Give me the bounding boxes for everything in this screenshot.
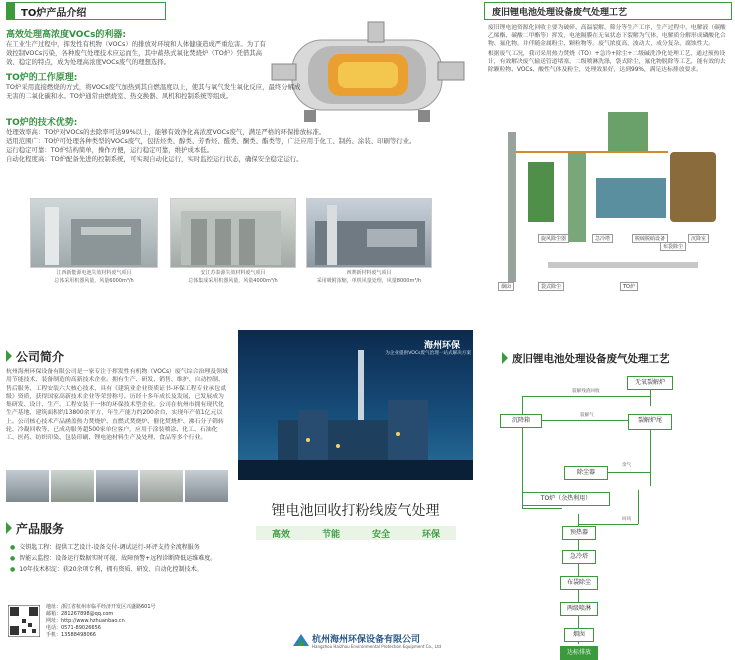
company-header <box>6 348 64 364</box>
flow-node: 无氧裂解炉 <box>627 376 673 390</box>
flow-node: TO炉（余热利用） <box>522 492 610 506</box>
photo-caption: 江西新能源电池失效材料废气项目 <box>56 270 132 276</box>
equipment-illustration <box>488 92 728 292</box>
flow-panel <box>482 330 735 660</box>
to-bullet: 处理效率高：TO炉对VOCs的去除率可达99%以上，能够有效净化高浓度VOCs废气，满足严格的环保排放标准。 <box>6 128 326 136</box>
to-s2-text: TO炉采用直接燃烧的方式，将VOCs废气加热到其自燃温度以上，使其与氧气发生氧化反应，最终分解成无害的二氧化碳和水。TO炉通常由燃烧室、热交换器、风机和控制系统等组成。 <box>6 83 301 100</box>
photo-caption: 总体采用机器风量，风量6000m³/h <box>54 278 134 284</box>
service-title: 产品服务 <box>16 521 65 536</box>
edge-label: 回风 <box>622 517 632 522</box>
qr-code <box>8 605 40 637</box>
project-photo <box>306 198 432 268</box>
edge-label: 裂解气 <box>580 413 594 418</box>
flow-edge <box>638 490 639 524</box>
to-s3-title: TO炉的技术优势: <box>6 118 78 128</box>
flow-edge <box>650 430 651 486</box>
flow-edge <box>522 396 650 397</box>
flow-edge <box>522 396 523 414</box>
flow-edge <box>578 524 638 525</box>
lithium-text-1: 废旧锂电池资源化回收主要为破碎、高温裂解、筛分等生产工序，生产过程中，电解液（碳酸乙烯酯、碳酸二甲酯等）挥发，电池隔膜在无氧状态下裂解为气体，电解质分解形成磷酸化合物、氟化物，并伴随金属粉尘、颗粒物等。废气浓度高，波动大，成分复杂，腐蚀性大。 <box>488 25 726 47</box>
project-photo <box>30 198 158 268</box>
to-s2-title: TO炉的工作原理: <box>6 73 78 83</box>
to-s1-text: 在工业生产过程中，挥发性有机物（VOCs）的排放对环境和人体健康造成严重危害。为了有效控制VOCs污染，各种废气处理技术应运而生，其中蓄热式氧化焚烧炉（TO炉）凭借其高效、稳定的特点，成为处理高浓度VOCs废气的理想选择。 <box>6 40 266 66</box>
company-name-cn: 杭州海州环保设备有限公司 <box>312 635 421 645</box>
company-photo <box>6 470 49 502</box>
service-item: 交钥匙工程：提供工艺设计-设备交付-调试运行-环评支持全流程服务 <box>19 544 200 551</box>
brand-slogan: 为企业提供VOCs废气治理一站式解决方案 <box>385 351 471 356</box>
flow-node: 烟囱 <box>564 628 594 642</box>
project-photo <box>170 198 296 268</box>
company-intro: 杭州海州环保设备有限公司是一家专注于挥发性有机物（VOCs）废气综合治理及领域用节能技术、装备制造的高新技术企业。拥有生产、研发、销售、维护、自动控制、售后服务、工程安装六大核心技术，具有《建筑业企业资质证书-环保工程专业承包贰级》资质，获得国家高新技术企业等荣誉称号。历经十多年成长及发展，已发展成为集研发、设计、生产、工程安装于一体的环保技术型企业。公司在杭州市拥有现代化生产基地，建筑面积约13800余平方，年生产能力约200余台，实现年产值1亿元以上。公司核心技术产品涵盖热力焚烧炉、直燃式焚烧炉、催化焚烧炉、沸石分子筛转轮、冷凝回收等，已成功服务超500家单位客户，应用于涂装喷涂、化工、石油化工、医药、纺织印染、包装印刷、锂电池材料生产及处理、食品等多个行业。 <box>6 369 228 442</box>
company-panel <box>0 330 232 660</box>
contact-phone: 电话：0571-89026656 <box>46 625 101 631</box>
to-panel-header <box>6 2 166 20</box>
photo-caption: 总体集成采用机器风量，风量4000m³/h <box>188 278 278 284</box>
cover-title: 锂电池回收打粉线废气处理 <box>271 503 440 519</box>
company-name-en: Hangzhou Haizhou Environmental Protection Equipment Co., Ltd <box>312 644 442 649</box>
photo-caption: 采用吸附浓缩，单机风量处理，风量8000m³/h <box>316 278 422 284</box>
flow-node: 预热器 <box>562 526 596 540</box>
check-icon: ● <box>10 555 16 562</box>
to-bullet: 运行稳定可靠：TO炉结构简单，操作方便，运行稳定可靠，维护成本低。 <box>6 146 214 154</box>
contact-address: 地址：浙江省杭州市临平经济开发区兴盛路601号 <box>46 604 156 610</box>
company-photo <box>185 470 228 502</box>
to-panel-title: TO炉产品介绍 <box>21 7 87 19</box>
service-item: 智能云监控：设备运行数据实时可视、故障预警+远程诊断降低运维难度。 <box>19 555 217 562</box>
to-bullet: 适用范围广：TO炉可处理各种类型的VOCs废气，包括烃类、醇类、芳香烃、醛类、酮类、酯类等，广泛应用于化工、制药、涂装、印刷等行业。 <box>6 137 416 145</box>
flow-edge <box>542 420 638 421</box>
photo-caption: 安江苏泰源失效材料废气项目 <box>200 270 266 276</box>
keyword: 安全 <box>371 529 390 540</box>
keyword-bar <box>256 526 456 540</box>
flow-node: 除尘器 <box>564 466 608 480</box>
to-furnace-panel <box>0 0 470 300</box>
company-photos <box>6 470 228 502</box>
edge-label: 裂解残渣回收 <box>572 389 600 394</box>
flow-node: 急冷塔 <box>562 550 596 564</box>
flow-node: 两级喷淋 <box>560 602 598 616</box>
lithium-process-panel <box>482 0 735 300</box>
company-title: 公司简介 <box>16 349 65 364</box>
lithium-text-2: 根据废气工况，我司采用热力焚烧（TO）+急冷+除尘+二级碱洗净化处理工艺，通过预热设计，有效解决废气输送管道堵塞，二级喷淋洗涤，袋式除尘，氟化物脱除等工艺，能有效的去除颗粒物、VOCs、酸性气体及粉尘，处理效果好，达到99%，满足达标排放要求。 <box>488 51 726 73</box>
edge-label: 余气 <box>622 463 632 468</box>
lithium-panel-title: 废旧锂电池处理设备废气处理工艺 <box>492 7 628 18</box>
flow-edge <box>650 388 651 406</box>
photo-caption: 西赛新材料废气项目 <box>346 270 392 276</box>
company-photo <box>140 470 183 502</box>
flow-node: 裂解炉尾 <box>628 414 672 430</box>
flow-node-final: 达标排放 <box>560 646 598 660</box>
flow-edge <box>522 508 562 509</box>
company-logo <box>292 632 310 648</box>
keyword: 高效 <box>271 529 290 540</box>
arrow-icon <box>502 352 508 364</box>
keyword: 环保 <box>421 529 440 540</box>
to-furnace-illustration <box>268 16 468 126</box>
company-photo <box>51 470 94 502</box>
flow-header <box>502 350 670 366</box>
keyword: 节能 <box>321 529 340 540</box>
equipment-label: TO炉 <box>620 282 638 291</box>
equipment-label: 沉降室 <box>688 234 709 243</box>
check-icon: ● <box>10 566 16 573</box>
flow-edge <box>608 472 650 473</box>
check-icon: ● <box>10 544 16 551</box>
arrow-icon <box>6 350 12 362</box>
equipment-label: 旋风除尘器 <box>538 234 569 243</box>
brand-name: 海州环保 <box>424 341 461 351</box>
contact-mobile: 手机：13588498066 <box>46 632 96 638</box>
equipment-label: 脱硫脱硝设备 <box>632 234 668 243</box>
service-header <box>6 520 64 536</box>
equipment-label: 袋式除尘 <box>538 282 564 291</box>
equipment-label: 布袋除尘 <box>660 242 686 251</box>
contact-email[interactable]: 邮箱：281267898@qq.com <box>46 611 114 617</box>
flow-title: 废旧锂电池处理设备废气处理工艺 <box>512 352 670 365</box>
cover-panel <box>238 330 473 655</box>
to-s1-title: 高效处理高浓度VOCs的利器: <box>6 30 127 40</box>
contact-website[interactable]: 网址：http://www.hzhuanbao.cn <box>46 618 125 624</box>
service-item: 10年技术积淀：获20余项专利，拥有资质、研发、自动化控制技术。 <box>19 566 203 573</box>
equipment-label: 烟囱 <box>498 282 514 291</box>
to-bullet: 自动化程度高：TO炉配备先进的控制系统，可实现自动化运行，实时监控运行状态，确保安全稳定运行。 <box>6 155 303 163</box>
flow-node: 布袋除尘 <box>560 576 598 590</box>
equipment-label: 急冷塔 <box>592 234 613 243</box>
company-photo <box>96 470 139 502</box>
arrow-icon <box>6 522 12 534</box>
flow-node: 沉降箱 <box>500 414 542 428</box>
lithium-panel-header <box>484 2 732 20</box>
